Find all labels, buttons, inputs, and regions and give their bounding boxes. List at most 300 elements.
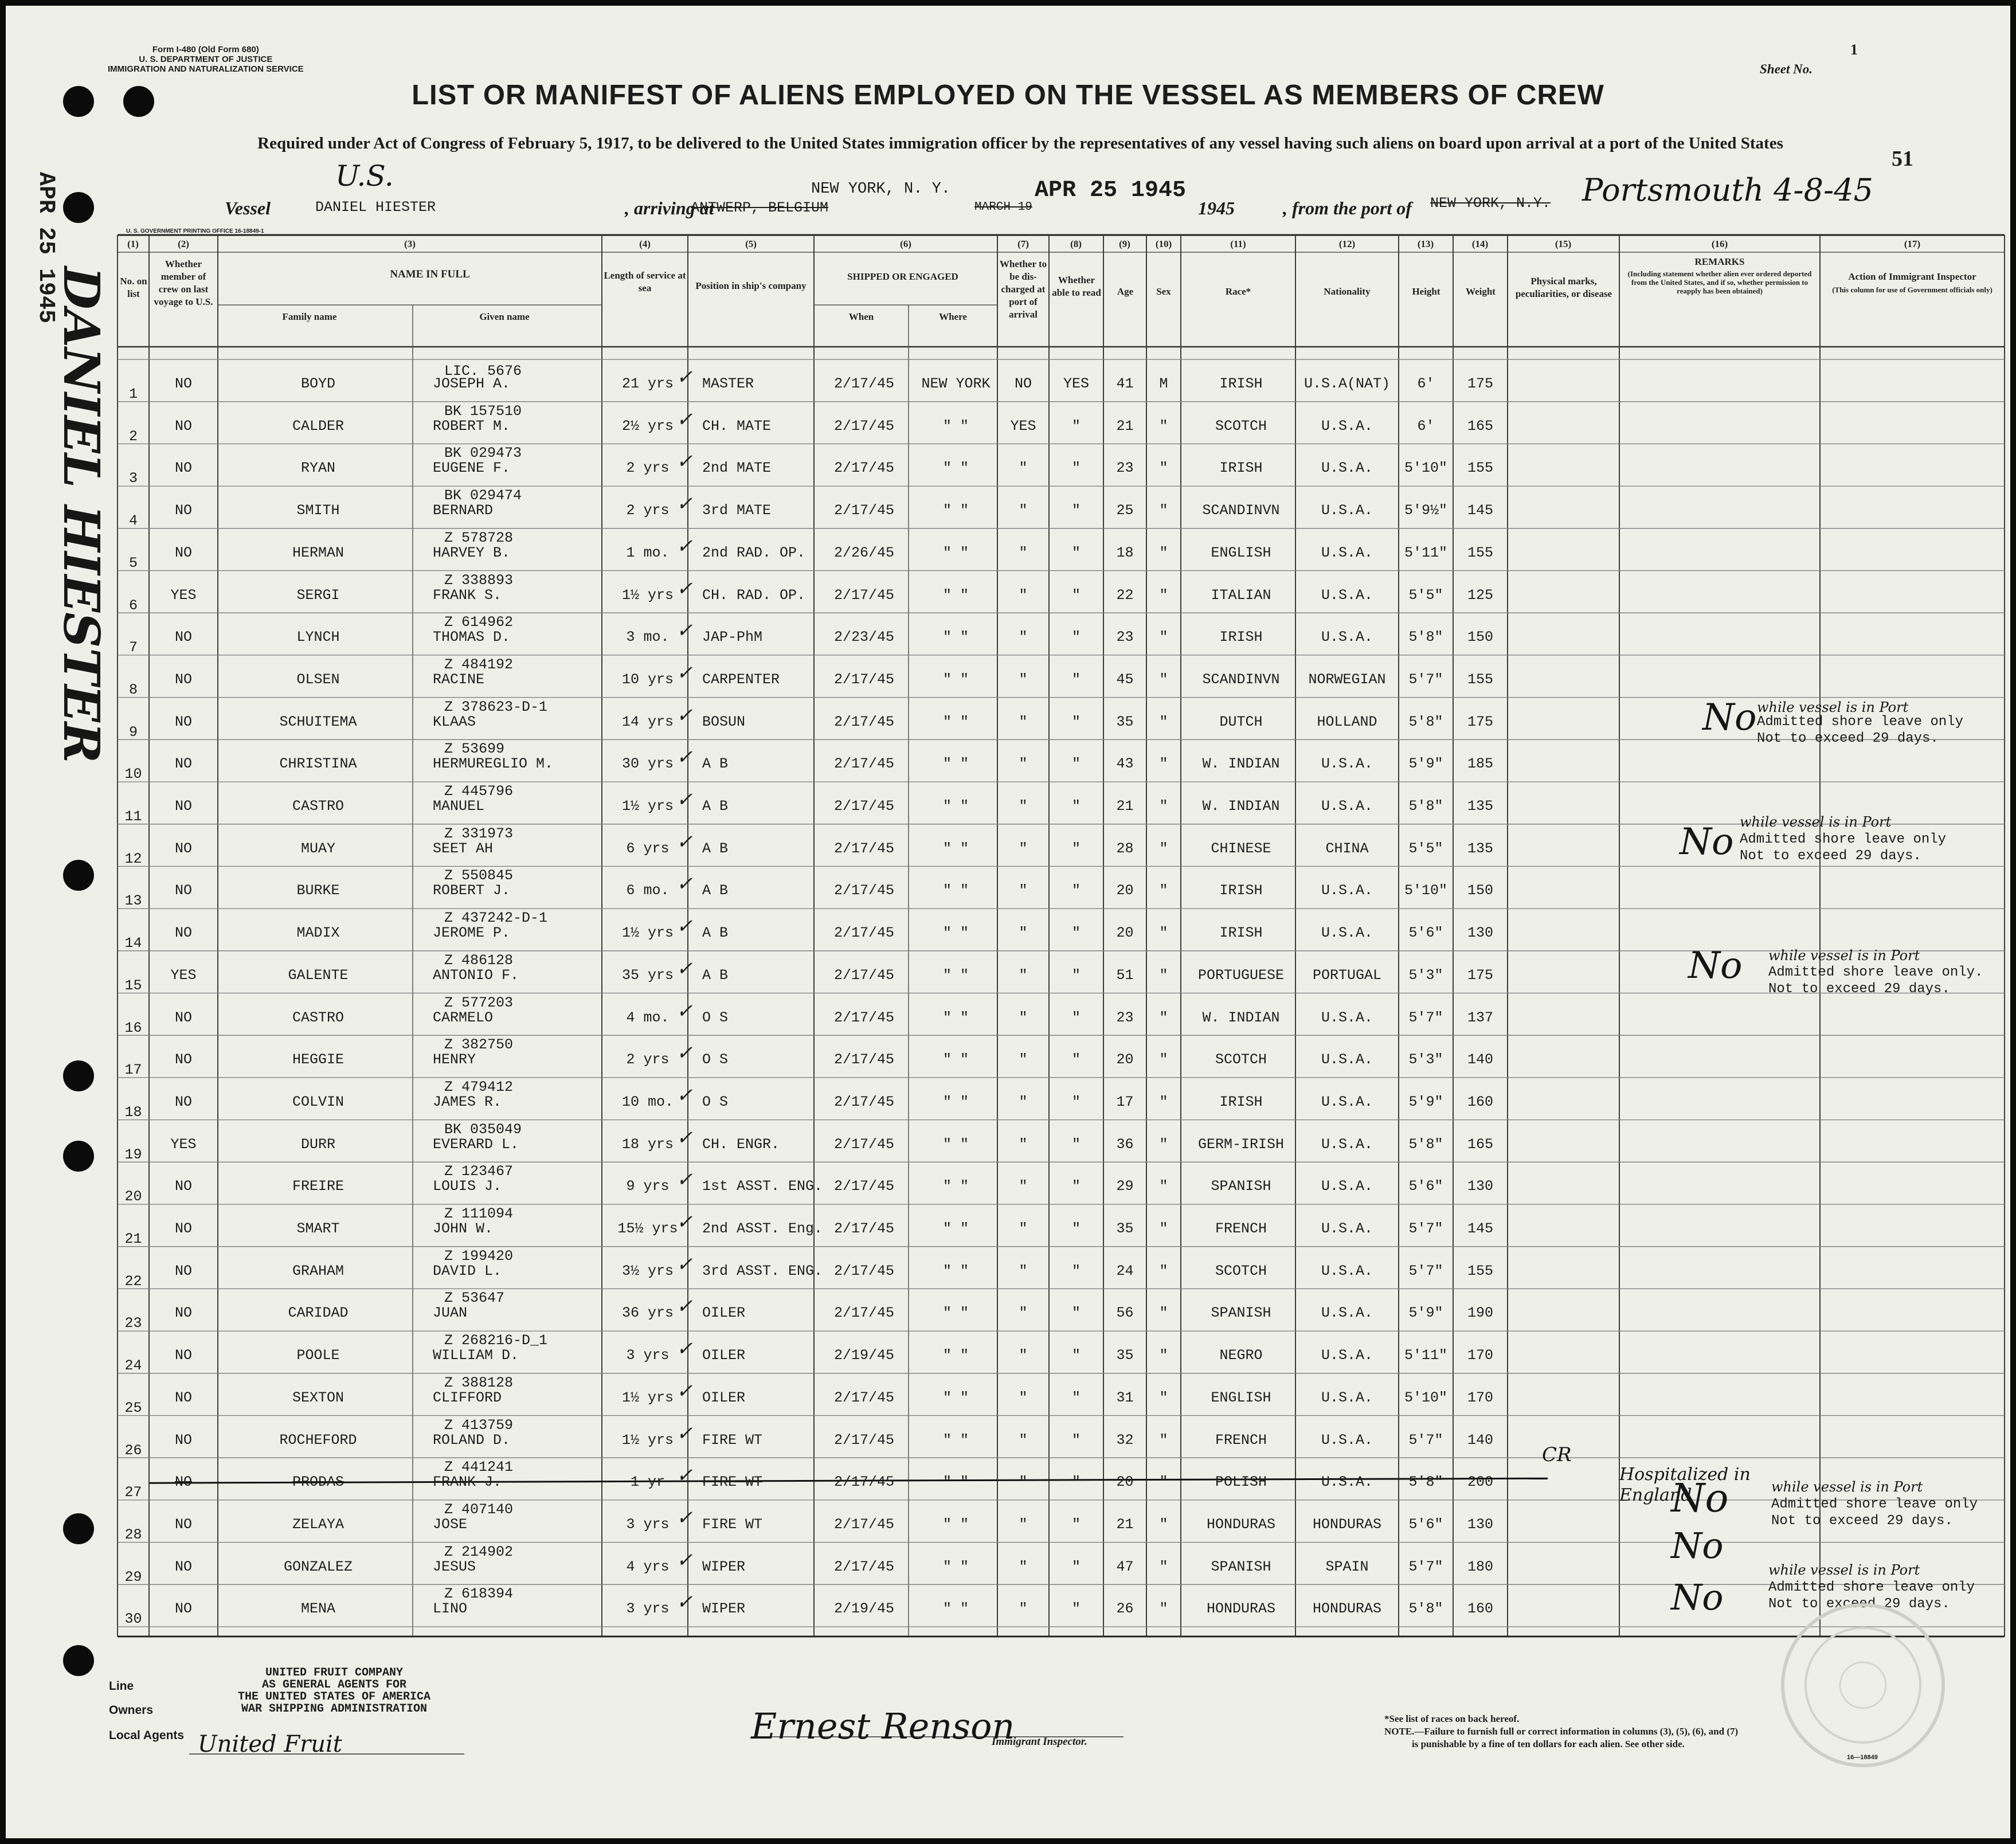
position: A B	[702, 966, 729, 984]
row-number: 19	[124, 1146, 142, 1163]
shipped-where: " "	[942, 798, 969, 815]
check-mark-icon: ✓	[676, 1211, 693, 1234]
weight: 155	[1467, 544, 1493, 561]
race: ENGLISH	[1211, 544, 1271, 561]
position: 2nd RAD. OP.	[702, 544, 806, 561]
shipped-where: " "	[942, 966, 969, 984]
length-of-service: 1½ yrs	[621, 925, 674, 942]
race: W. INDIAN	[1202, 1009, 1280, 1026]
height: 5'7"	[1408, 1220, 1443, 1237]
able-to-read: "	[1071, 1347, 1081, 1364]
sex: "	[1159, 1558, 1168, 1575]
length-of-service: 4 yrs	[626, 1558, 670, 1575]
remark-typed: Admitted shore leave only Not to exceed 29 days.	[1768, 1580, 1975, 1612]
position: MASTER	[702, 375, 754, 392]
height: 5'5"	[1408, 586, 1443, 604]
row-number: 11	[124, 808, 142, 825]
column-number: (12)	[1338, 238, 1356, 249]
family-name: BOYD	[300, 375, 335, 392]
shipped-when: 2/17/45	[833, 1220, 895, 1237]
family-name: SEXTON	[292, 1389, 344, 1406]
row-number: 3	[128, 470, 138, 487]
member-last-voyage: NO	[174, 1389, 192, 1406]
check-mark-icon: ✓	[676, 408, 693, 431]
family-name: CHRISTINA	[279, 755, 357, 773]
shipped-where: " "	[942, 1516, 969, 1533]
position: CH. ENGR.	[702, 1136, 780, 1153]
discharged: "	[1019, 1558, 1028, 1575]
row-number: 17	[124, 1062, 142, 1079]
age: 45	[1116, 671, 1134, 688]
printing-office-note: U. S. GOVERNMENT PRINTING OFFICE 16-18849-1	[126, 228, 264, 234]
sex: "	[1159, 1389, 1168, 1406]
check-mark-icon: ✓	[676, 1337, 693, 1361]
race: IRISH	[1219, 925, 1263, 942]
shipped-engaged-header: SHIPPED OR ENGAGED	[847, 271, 958, 282]
given-name: DAVID L.	[433, 1262, 502, 1279]
check-mark-icon: ✓	[676, 366, 693, 389]
column-number: (6)	[900, 238, 911, 249]
check-mark-icon: ✓	[676, 619, 693, 643]
length-of-service: 3 yrs	[626, 1516, 670, 1533]
family-name: SMART	[296, 1220, 340, 1237]
length-of-service: 3½ yrs	[621, 1262, 674, 1279]
position: A B	[702, 798, 729, 815]
member-last-voyage: NO	[174, 1093, 192, 1110]
discharged: "	[1019, 1178, 1028, 1195]
check-mark-icon: ✓	[676, 1422, 693, 1445]
row-number: 4	[128, 512, 138, 530]
member-last-voyage: NO	[174, 1558, 192, 1575]
column-number: (15)	[1555, 238, 1572, 249]
given-name: EUGENE F.	[433, 460, 511, 477]
length-of-service: 3 yrs	[626, 1600, 670, 1618]
family-name: CASTRO	[292, 798, 344, 815]
able-to-read: "	[1071, 671, 1081, 688]
sex: "	[1159, 629, 1168, 646]
sex: "	[1159, 544, 1168, 561]
discharged: "	[1019, 1516, 1028, 1533]
license-number: Z 388128	[444, 1374, 514, 1391]
length-of-service: 1 yr	[630, 1474, 665, 1491]
position: OILER	[702, 1389, 746, 1406]
given-name: ANTONIO F.	[433, 966, 519, 984]
shipped-when: 2/17/45	[833, 1431, 895, 1448]
shipped-when: 2/17/45	[833, 1178, 895, 1195]
length-of-service: 3 mo.	[626, 629, 670, 646]
check-mark-icon: ✓	[676, 915, 693, 938]
weight: 200	[1467, 1474, 1493, 1491]
shipped-when: 2/17/45	[833, 1051, 895, 1068]
weight: 130	[1467, 1178, 1493, 1195]
age: 17	[1116, 1093, 1134, 1110]
length-of-service: 15½ yrs	[617, 1220, 678, 1237]
position: A B	[702, 840, 729, 857]
license-number: Z 578728	[444, 529, 514, 546]
license-number: Z 479412	[444, 1078, 514, 1095]
given-name: JUAN	[433, 1305, 468, 1322]
weight: 140	[1467, 1051, 1493, 1068]
weight: 170	[1467, 1347, 1493, 1364]
race: IRISH	[1219, 882, 1263, 899]
discharged: "	[1019, 1431, 1028, 1448]
race: SPANISH	[1211, 1178, 1271, 1195]
discharged: "	[1019, 755, 1028, 773]
member-last-voyage: NO	[174, 713, 192, 730]
check-mark-icon: ✓	[676, 492, 693, 516]
form-number: Form I-480 (Old Form 680) U. S. DEPARTMENT OF JUSTICE IMMIGRATION AND NATURALIZATION SERVICE	[108, 45, 304, 74]
check-mark-icon: ✓	[676, 1506, 693, 1529]
height: 5'8"	[1408, 629, 1443, 646]
nationality: HONDURAS	[1312, 1516, 1382, 1533]
remark-typed: Admitted shore leave only Not to exceed 29 days.	[1757, 714, 1964, 746]
name-in-full-header: NAME IN FULL	[390, 268, 470, 280]
height: 5'9½"	[1404, 502, 1447, 519]
manifest-sheet	[6, 6, 2010, 1838]
family-name-header: Family name	[282, 311, 337, 322]
license-number: Z 331973	[444, 825, 514, 842]
height: 5'3"	[1408, 966, 1443, 984]
nationality: NORWEGIAN	[1308, 671, 1386, 688]
shipped-where: " "	[942, 671, 969, 688]
discharged: YES	[1010, 417, 1036, 434]
age: 32	[1116, 1431, 1134, 1448]
discharged: "	[1019, 1305, 1028, 1322]
where-header: Where	[939, 311, 967, 322]
sex: "	[1159, 586, 1168, 604]
family-name: SCHUITEMA	[279, 713, 357, 730]
position: OILER	[702, 1347, 746, 1364]
family-name: SMITH	[296, 502, 340, 519]
age: 20	[1116, 1474, 1134, 1491]
sex: "	[1159, 1220, 1168, 1237]
member-last-voyage: NO	[174, 417, 192, 434]
length-of-service: 18 yrs	[621, 1136, 674, 1153]
weight: 185	[1467, 755, 1493, 773]
sex: "	[1159, 882, 1168, 899]
race: HONDURAS	[1206, 1516, 1276, 1533]
sex: "	[1159, 713, 1168, 730]
family-name: FREIRE	[292, 1178, 344, 1195]
license-number: Z 382750	[444, 1036, 514, 1054]
length-of-service: 10 mo.	[621, 1093, 674, 1110]
shipped-when: 2/17/45	[833, 1389, 895, 1406]
shipped-when: 2/23/45	[833, 629, 895, 646]
discharged: "	[1019, 586, 1028, 604]
age: 28	[1116, 840, 1134, 857]
local-agent-handwritten: United Fruit	[198, 1731, 342, 1757]
column-number: (11)	[1230, 238, 1246, 249]
able-to-read: "	[1071, 1178, 1081, 1195]
able-to-read: YES	[1063, 375, 1089, 392]
shipped-where: " "	[942, 629, 969, 646]
when-header: When	[848, 311, 874, 322]
family-name: MUAY	[300, 840, 335, 857]
arriving-port: NEW YORK, N. Y.	[811, 181, 951, 198]
given-name: JOSEPH A.	[433, 375, 511, 392]
given-name: ROLAND D.	[433, 1431, 511, 1448]
age: 56	[1116, 1305, 1134, 1322]
sex: "	[1159, 460, 1168, 477]
member-last-voyage: NO	[174, 798, 192, 815]
length-of-service: 36 yrs	[621, 1305, 674, 1322]
row-number: 24	[124, 1357, 142, 1375]
position: 2nd ASST. Eng.	[702, 1220, 823, 1237]
license-number: Z 214902	[444, 1543, 514, 1560]
nationality: U.S.A.	[1321, 1262, 1373, 1279]
nationality: PORTUGAL	[1312, 966, 1382, 984]
license-number: Z 441241	[444, 1459, 514, 1476]
column-number: (2)	[178, 238, 189, 249]
sex: "	[1159, 502, 1168, 519]
shipped-where: " "	[942, 1389, 969, 1406]
given-name: WILLIAM D.	[433, 1347, 519, 1364]
race: SPANISH	[1211, 1305, 1271, 1322]
given-name: HERMUREGLIO M.	[433, 755, 554, 773]
height: 5'10"	[1404, 1389, 1447, 1406]
height: 5'11"	[1404, 1347, 1447, 1364]
license-number: Z 486128	[444, 952, 514, 969]
race: W. INDIAN	[1202, 755, 1280, 773]
height: 5'6"	[1408, 1178, 1443, 1195]
race: IRISH	[1219, 460, 1263, 477]
member-last-voyage: NO	[174, 629, 192, 646]
able-to-read: "	[1071, 460, 1081, 477]
race: SCANDINVN	[1202, 502, 1280, 519]
license-number: Z 53647	[444, 1290, 505, 1307]
check-mark-icon: ✓	[676, 577, 693, 600]
member-last-voyage: NO	[174, 1178, 192, 1195]
discharged-header: Whether to be dis-charged at port of arrival	[999, 259, 1047, 320]
given-name: FRANK J.	[433, 1474, 502, 1491]
shipped-when: 2/17/45	[833, 1262, 895, 1279]
nationality: CHINA	[1325, 840, 1369, 857]
length-of-service: 1½ yrs	[621, 1389, 674, 1406]
given-name: BERNARD	[433, 502, 494, 519]
check-mark-icon: ✓	[676, 1126, 693, 1149]
action-sub-header: (This column for use of Government officials only)	[1832, 285, 1992, 294]
weight: 175	[1467, 713, 1493, 730]
position: A B	[702, 925, 729, 942]
sex: "	[1159, 1262, 1168, 1279]
column-number: (4)	[639, 238, 651, 249]
discharged: "	[1019, 1474, 1028, 1491]
length-of-service: 14 yrs	[621, 713, 674, 730]
license-number: Z 378623-D-1	[444, 698, 548, 715]
from-port-label: , from the port of	[1283, 198, 1412, 218]
position: CARPENTER	[702, 671, 780, 688]
weight: 137	[1467, 1009, 1493, 1026]
sex: "	[1159, 840, 1168, 857]
shipped-where: " "	[942, 840, 969, 857]
length-of-service: 2 yrs	[626, 1051, 670, 1068]
race: W. INDIAN	[1202, 798, 1280, 815]
discharged: "	[1019, 1389, 1028, 1406]
age: 21	[1116, 798, 1134, 815]
from-port-struck: NEW YORK, N.Y.	[1430, 195, 1551, 212]
license-number: Z 484192	[444, 656, 514, 673]
remark-no-handwritten: No	[1688, 945, 1743, 987]
member-last-voyage: NO	[174, 671, 192, 688]
shipped-when: 2/17/45	[833, 1009, 895, 1026]
able-to-read: "	[1071, 1431, 1081, 1448]
arrival-date-struck: MARCH 19	[974, 201, 1032, 214]
able-to-read: "	[1071, 1136, 1081, 1153]
weight: 135	[1467, 840, 1493, 857]
height: 5'6"	[1408, 1516, 1443, 1533]
height: 5'7"	[1408, 1558, 1443, 1575]
family-name: LYNCH	[296, 629, 340, 646]
agent-stamp: UNITED FRUIT COMPANY AS GENERAL AGENTS FOR THE UNITED STATES OF AMERICA WAR SHIPPING ADMINISTRATION	[238, 1666, 431, 1716]
member-last-voyage: NO	[174, 1347, 192, 1364]
check-mark-icon: ✓	[676, 1168, 693, 1192]
license-number: BK 029474	[444, 487, 522, 504]
family-name: MENA	[300, 1600, 335, 1618]
check-mark-icon: ✓	[676, 1083, 693, 1107]
position: A B	[702, 882, 729, 899]
check-mark-icon: ✓	[676, 1295, 693, 1318]
shipped-when: 2/19/45	[833, 1347, 895, 1364]
shipped-where: " "	[942, 1093, 969, 1110]
discharged: "	[1019, 460, 1028, 477]
weight: 145	[1467, 1220, 1493, 1237]
row-number: 8	[128, 681, 138, 698]
age: 29	[1116, 1178, 1134, 1195]
shipped-when: 2/17/45	[833, 375, 895, 392]
column-number: (7)	[1017, 238, 1029, 249]
able-to-read: "	[1071, 1389, 1081, 1406]
sex: M	[1159, 375, 1168, 392]
race: FRENCH	[1215, 1220, 1267, 1237]
shipped-where: " "	[942, 882, 969, 899]
race: POLISH	[1215, 1474, 1267, 1491]
column-number: (14)	[1471, 238, 1489, 249]
position: FIRE WT	[702, 1474, 763, 1491]
able-to-read: "	[1071, 1558, 1081, 1575]
given-name: JOHN W.	[433, 1220, 494, 1237]
height: 5'10"	[1404, 460, 1447, 477]
age: 20	[1116, 1051, 1134, 1068]
nationality: U.S.A.	[1321, 882, 1373, 899]
position: A B	[702, 755, 729, 773]
length-of-service: 35 yrs	[621, 966, 674, 984]
member-last-voyage: NO	[174, 1009, 192, 1026]
sex: "	[1159, 798, 1168, 815]
row-number: 18	[124, 1103, 142, 1121]
able-read-header: Whether able to read	[1052, 275, 1101, 298]
row-number: 30	[124, 1611, 142, 1628]
shipped-where: " "	[942, 417, 969, 434]
license-number: Z 123467	[444, 1163, 514, 1180]
page-title: LIST OR MANIFEST OF ALIENS EMPLOYED ON THE VESSEL AS MEMBERS OF CREW	[412, 80, 1604, 111]
member-last-voyage: NO	[174, 1051, 192, 1068]
discharged: "	[1019, 925, 1028, 942]
weight-header: Weight	[1466, 286, 1496, 297]
given-name: ROBERT M.	[433, 417, 511, 434]
column-number: (10)	[1155, 238, 1172, 249]
remark-note-handwritten: while vessel is in Port	[1740, 814, 1892, 830]
race: SCANDINVN	[1202, 671, 1280, 688]
row-number: 13	[124, 892, 142, 910]
family-name: MADIX	[296, 925, 340, 942]
row-number: 12	[124, 850, 142, 867]
shipped-when: 2/17/45	[833, 966, 895, 984]
weight: 170	[1467, 1389, 1493, 1406]
nationality: U.S.A.	[1321, 417, 1373, 434]
nationality: HOLLAND	[1317, 713, 1377, 730]
remark-no-handwritten: No	[1680, 821, 1734, 863]
age: 18	[1116, 544, 1134, 561]
given-name: JAMES R.	[433, 1093, 502, 1110]
age: 43	[1116, 755, 1134, 773]
nationality: U.S.A.	[1321, 544, 1373, 561]
able-to-read: "	[1071, 629, 1081, 646]
shipped-when: 2/17/45	[833, 417, 895, 434]
family-name: HERMAN	[292, 544, 344, 561]
check-mark-icon: ✓	[676, 830, 693, 854]
family-name: OLSEN	[296, 671, 340, 688]
position: OILER	[702, 1305, 746, 1322]
discharged: "	[1019, 882, 1028, 899]
license-number: BK 029473	[444, 445, 522, 462]
row-number: 1	[128, 386, 138, 402]
nationality: U.S.A.	[1321, 1389, 1373, 1406]
shipped-when: 2/17/45	[833, 1474, 895, 1491]
race: IRISH	[1219, 1093, 1263, 1110]
able-to-read: "	[1071, 1474, 1081, 1491]
member-last-voyage: NO	[174, 1262, 192, 1279]
weight: 125	[1467, 586, 1493, 604]
license-number: BK 157510	[444, 402, 522, 420]
row-number: 10	[124, 766, 142, 783]
row-number: 23	[124, 1315, 142, 1332]
shipped-when: 2/17/45	[833, 586, 895, 604]
license-number: Z 111094	[444, 1205, 514, 1222]
race-header: Race*	[1225, 286, 1251, 297]
discharged: "	[1019, 1600, 1028, 1618]
footer-notes: *See list of races on back hereof. NOTE.—Failure to furnish full or correct information in columns (3), (5), (6), and (7) is punishable by a fine of ten dollars for each alien. See other side.	[1384, 1713, 1739, 1749]
license-number: Z 618394	[444, 1585, 514, 1603]
height: 5'11"	[1404, 544, 1447, 561]
length-of-service: 6 mo.	[626, 882, 670, 899]
nationality: U.S.A.	[1321, 925, 1373, 942]
column-number: (16)	[1711, 238, 1728, 249]
nationality: U.S.A(NAT)	[1303, 375, 1391, 392]
family-name: BURKE	[296, 882, 340, 899]
margin-handwritten-vessel: DANIEL HIESTER	[52, 267, 110, 764]
position: 2nd MATE	[702, 460, 772, 477]
nationality: U.S.A.	[1321, 1009, 1373, 1026]
shipped-where: " "	[942, 1558, 969, 1575]
family-name: CARIDAD	[288, 1305, 349, 1322]
remarks-sub-header: (Including statement whether alien ever ordered deported from the United States, and if so, whether permission to reapply has been obtained)	[1627, 269, 1812, 295]
length-service-header: Length of service at sea	[604, 270, 686, 293]
weight: 130	[1467, 1516, 1493, 1533]
check-mark-icon: ✓	[676, 1591, 693, 1614]
position: 1st ASST. ENG.	[702, 1178, 823, 1195]
length-of-service: 1½ yrs	[621, 798, 674, 815]
weight: 175	[1467, 375, 1493, 392]
shipped-when: 2/17/45	[833, 1136, 895, 1153]
sex: "	[1159, 1136, 1168, 1153]
row-number: 2	[128, 428, 138, 445]
shipped-where: " "	[942, 1178, 969, 1195]
able-to-read: "	[1071, 1516, 1081, 1533]
license-number: Z 199420	[444, 1247, 514, 1264]
given-name: RACINE	[433, 671, 485, 688]
shipped-when: 2/17/45	[833, 840, 895, 857]
shipped-where: " "	[942, 586, 969, 604]
